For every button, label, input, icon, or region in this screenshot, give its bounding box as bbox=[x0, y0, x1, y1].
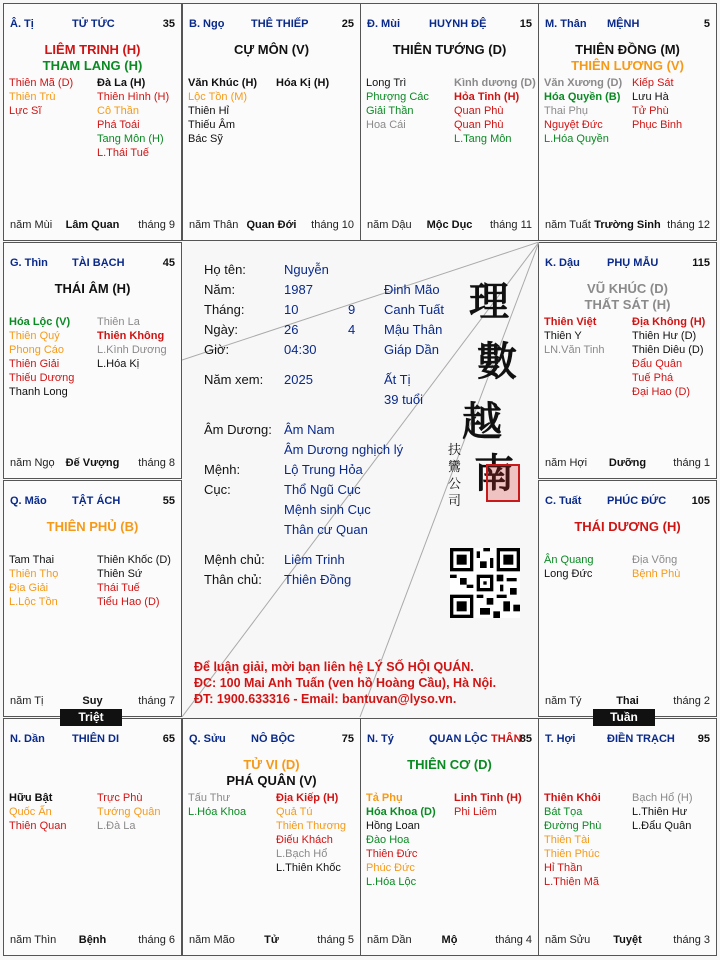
minor-star: Hỏa Tinh (H) bbox=[454, 91, 520, 103]
major-star: THIÊN CƠ (D) bbox=[407, 757, 492, 772]
palace-year: năm Tị bbox=[10, 695, 44, 707]
palace-phase: Tử bbox=[264, 934, 279, 946]
minor-star: Thiên Hình (H) bbox=[97, 91, 170, 103]
minor-star: Thiên Trù bbox=[9, 91, 56, 103]
day-lunar: 4 bbox=[348, 322, 356, 337]
palace-header bbox=[10, 18, 175, 32]
than-marker: THÂN bbox=[491, 733, 522, 745]
minor-star: Bạch Hổ (H) bbox=[632, 792, 693, 804]
palace-number: 85 bbox=[519, 733, 532, 745]
minor-star: L.Hóa Kị bbox=[97, 358, 140, 370]
yin-yang-value: Âm Nam bbox=[284, 422, 335, 437]
minor-stars-right bbox=[97, 791, 161, 833]
palace-name: THÊ THIẾP bbox=[251, 18, 309, 30]
major-star: THÁI ÂM (H) bbox=[54, 281, 131, 296]
minor-star: Giải Thần bbox=[366, 105, 414, 117]
minor-star: Tả Phụ bbox=[366, 792, 403, 804]
calligraphy-char-4: 南 bbox=[474, 450, 514, 497]
minor-star: Lộc Tồn (M) bbox=[188, 91, 248, 103]
contact-phone-email: ĐT: 1900.633316 - Email: bantuvan@lyso.vn. bbox=[194, 692, 457, 706]
minor-stars-left bbox=[366, 76, 429, 132]
palace-year: năm Mão bbox=[189, 934, 235, 946]
minor-star: Thiên Mã (D) bbox=[9, 77, 74, 89]
minor-star: Thiên Không bbox=[97, 330, 165, 342]
palace-year: năm Dần bbox=[367, 934, 412, 946]
minor-stars-left bbox=[544, 791, 601, 889]
palace-name: NÔ BỘC bbox=[251, 733, 295, 745]
name-label: Họ tên: bbox=[204, 262, 246, 277]
minor-star: L.Bạch Hổ bbox=[276, 848, 328, 860]
palace-branch: K. Dậu bbox=[545, 257, 580, 269]
palace-name: PHỤ MẪU bbox=[607, 257, 659, 269]
minor-star: Quan Phù bbox=[454, 105, 504, 117]
day-can-chi: Mậu Thân bbox=[384, 322, 443, 337]
destiny-label: Mệnh: bbox=[204, 462, 241, 477]
minor-star: Nguyệt Đức bbox=[544, 119, 603, 131]
minor-star: LN.Văn Tinh bbox=[544, 344, 605, 356]
minor-star: Linh Tinh (H) bbox=[454, 792, 522, 804]
view-year-can-chi: Ất Tị bbox=[384, 372, 411, 387]
minor-star: Địa Giải bbox=[9, 582, 49, 594]
minor-star: Thiên Khôi bbox=[544, 792, 601, 804]
palace-header bbox=[189, 18, 354, 32]
side-characters bbox=[448, 442, 464, 510]
minor-star: Thiên Khốc (D) bbox=[97, 554, 171, 566]
palace-branch: M. Thân bbox=[545, 18, 587, 30]
minor-stars-right bbox=[632, 76, 682, 132]
minor-star: Thiên La bbox=[97, 316, 140, 328]
palace-phase: Bệnh bbox=[78, 934, 107, 946]
palace-phase: Mộc Dục bbox=[426, 219, 473, 231]
minor-star: Long Đức bbox=[544, 568, 593, 580]
minor-star: Thiếu Âm bbox=[188, 119, 236, 131]
major-star: THIÊN ĐỒNG (M) bbox=[575, 42, 680, 57]
palace-cell-tuat bbox=[538, 480, 717, 717]
palace-year: năm Dậu bbox=[367, 219, 412, 231]
palace-footer bbox=[367, 219, 532, 232]
minor-stars-right bbox=[632, 553, 680, 581]
palace-footer bbox=[189, 934, 354, 947]
yin-yang-note: Âm Dương nghịch lý bbox=[284, 442, 404, 457]
minor-star: Đại Hao (D) bbox=[632, 386, 691, 398]
minor-stars-right bbox=[632, 315, 705, 399]
month-lunar: 9 bbox=[348, 302, 356, 317]
palace-month: tháng 3 bbox=[673, 934, 710, 946]
minor-star: Văn Khúc (H) bbox=[188, 77, 258, 89]
minor-stars-left bbox=[9, 315, 74, 399]
minor-star: L.Đà La bbox=[97, 820, 136, 832]
palace-cell-ngo bbox=[182, 3, 361, 241]
palace-year: năm Tý bbox=[545, 695, 582, 707]
minor-star: Quan Phù bbox=[454, 119, 504, 131]
palace-cell-dau bbox=[538, 242, 717, 479]
triet-badge: Triệt bbox=[60, 709, 122, 726]
palace-cell-dan bbox=[3, 718, 182, 956]
day-label: Ngày: bbox=[204, 322, 238, 337]
minor-stars-right bbox=[97, 315, 167, 371]
palace-name: QUAN LỘC bbox=[429, 733, 488, 745]
major-star: VŨ KHÚC (D) bbox=[587, 281, 668, 296]
minor-star: Tử Phù bbox=[632, 105, 669, 117]
destiny-master-value: Liêm Trinh bbox=[284, 552, 345, 567]
minor-star: Đường Phù bbox=[544, 820, 602, 832]
palace-name: TÀI BẠCH bbox=[72, 257, 125, 269]
minor-star: Trực Phù bbox=[97, 792, 143, 804]
palace-footer bbox=[10, 457, 175, 470]
destiny-master-label: Mệnh chủ: bbox=[204, 552, 265, 567]
palace-branch: T. Hợi bbox=[545, 733, 576, 745]
palace-month: tháng 11 bbox=[489, 219, 532, 231]
minor-star: Phượng Các bbox=[366, 91, 429, 103]
view-year-value: 2025 bbox=[284, 372, 313, 387]
palace-footer bbox=[10, 695, 175, 708]
minor-star: Thiên Quan bbox=[9, 820, 67, 832]
palace-cell-mao bbox=[3, 480, 182, 717]
palace-phase: Tuyệt bbox=[613, 934, 642, 946]
minor-star: L.Hóa Lộc bbox=[366, 876, 417, 888]
minor-star: Bác Sỹ bbox=[188, 133, 223, 145]
palace-phase: Dưỡng bbox=[608, 457, 647, 469]
minor-star: Phi Liêm bbox=[454, 806, 497, 818]
palace-header bbox=[10, 495, 175, 509]
minor-stars-right bbox=[97, 553, 171, 609]
palace-header bbox=[189, 733, 354, 747]
palace-year: năm Tuất bbox=[545, 219, 591, 231]
minor-stars-right bbox=[276, 791, 346, 875]
major-star: CỰ MÔN (V) bbox=[233, 42, 310, 57]
minor-star: Địa Võng bbox=[632, 554, 678, 566]
minor-star: Hóa Khoa (D) bbox=[366, 806, 436, 818]
palace-number: 55 bbox=[162, 495, 175, 507]
minor-star: Quả Tú bbox=[276, 806, 313, 818]
palace-branch: B. Ngọ bbox=[189, 18, 225, 30]
major-star: THIÊN TƯỚNG (D) bbox=[392, 42, 507, 57]
palace-number: 35 bbox=[162, 18, 175, 30]
tuan-badge: Tuần bbox=[593, 709, 655, 726]
palace-year: năm Thìn bbox=[10, 934, 57, 946]
minor-star: Phục Binh bbox=[632, 119, 683, 131]
palace-number: 95 bbox=[697, 733, 710, 745]
minor-star: Thiên Hỉ bbox=[188, 105, 229, 117]
minor-stars-right bbox=[454, 76, 536, 146]
palace-phase: Thai bbox=[616, 695, 639, 707]
minor-star: L.Thái Tuế bbox=[97, 147, 149, 159]
minor-star: Thiên Diêu (D) bbox=[632, 344, 704, 356]
palace-branch: N. Dần bbox=[10, 733, 45, 745]
palace-month: tháng 4 bbox=[495, 934, 532, 946]
palace-header bbox=[367, 733, 532, 747]
palace-branch: Đ. Mùi bbox=[367, 18, 400, 30]
palace-month: tháng 7 bbox=[138, 695, 175, 707]
element-note-1: Mệnh sinh Cục bbox=[284, 502, 371, 517]
month-label: Tháng: bbox=[204, 302, 245, 317]
palace-branch: Q. Sửu bbox=[189, 733, 226, 745]
palace-number: 5 bbox=[703, 18, 710, 30]
center-info-panel bbox=[182, 242, 539, 717]
element-label: Cục: bbox=[204, 482, 231, 497]
minor-star: L.Thiên Hư bbox=[632, 806, 688, 818]
minor-star: L.Lộc Tồn bbox=[9, 596, 58, 608]
palace-footer bbox=[189, 219, 354, 232]
minor-star: Thiên Sứ bbox=[97, 568, 143, 580]
palace-number: 105 bbox=[691, 495, 710, 507]
palace-month: tháng 10 bbox=[311, 219, 354, 231]
palace-header bbox=[545, 257, 710, 271]
major-star: THIÊN PHỦ (B) bbox=[46, 519, 139, 534]
palace-name: MỆNH bbox=[607, 18, 640, 30]
palace-month: tháng 6 bbox=[138, 934, 175, 946]
minor-star: Thai Phụ bbox=[544, 105, 589, 117]
month-can-chi: Canh Tuất bbox=[384, 302, 444, 317]
minor-star: L.Thiên Khốc bbox=[276, 862, 341, 874]
minor-stars-right bbox=[454, 791, 522, 819]
minor-star: Phong Cáo bbox=[9, 344, 65, 356]
minor-star: Kiếp Sát bbox=[632, 77, 674, 89]
palace-branch: N. Tý bbox=[367, 733, 394, 745]
element-note-2: Thân cư Quan bbox=[284, 522, 368, 537]
calligraphy-char-1: 理 bbox=[469, 278, 509, 325]
palace-phase: Trường Sinh bbox=[594, 219, 661, 231]
minor-star: Tướng Quân bbox=[97, 806, 161, 818]
palace-name: TẬT ÁCH bbox=[72, 495, 121, 507]
year-can-chi: Đinh Mão bbox=[384, 282, 440, 297]
year-value: 1987 bbox=[284, 282, 313, 297]
minor-stars-left bbox=[366, 791, 436, 889]
minor-star: Long Trì bbox=[366, 77, 407, 89]
palace-phase: Suy bbox=[82, 695, 103, 707]
minor-star: Đào Hoa bbox=[366, 834, 410, 846]
palace-year: năm Ngọ bbox=[10, 457, 55, 469]
palace-footer bbox=[545, 934, 710, 947]
minor-star: Hóa Kị (H) bbox=[276, 77, 330, 89]
hour-can-chi: Giáp Dần bbox=[384, 342, 439, 357]
minor-star: Hóa Lộc (V) bbox=[9, 316, 71, 328]
minor-stars-left bbox=[9, 791, 66, 833]
palace-month: tháng 9 bbox=[138, 219, 175, 231]
minor-star: L.Đẩu Quân bbox=[632, 820, 692, 832]
palace-number: 65 bbox=[162, 733, 175, 745]
red-seal-stamp bbox=[486, 464, 520, 502]
palace-footer bbox=[545, 219, 710, 232]
view-year-label: Năm xem: bbox=[204, 372, 264, 387]
palace-header bbox=[545, 495, 710, 509]
minor-star: Kình dương (D) bbox=[454, 77, 536, 89]
minor-star: Hỉ Thần bbox=[544, 862, 583, 874]
minor-star: Hóa Quyền (B) bbox=[544, 91, 621, 103]
major-star: THẤT SÁT (H) bbox=[584, 297, 671, 312]
year-label: Năm: bbox=[204, 282, 236, 297]
palace-month: tháng 5 bbox=[317, 934, 354, 946]
palace-footer bbox=[10, 934, 175, 947]
minor-star: Cô Thần bbox=[97, 105, 139, 117]
minor-star: Phúc Đức bbox=[366, 862, 415, 874]
palace-branch: G. Thìn bbox=[10, 257, 48, 269]
minor-star: Văn Xương (D) bbox=[544, 77, 623, 89]
palace-month: tháng 8 bbox=[138, 457, 175, 469]
side-char-2: 鸞 bbox=[448, 460, 462, 475]
minor-star: Thiên Giải bbox=[9, 358, 60, 370]
minor-star: L.Hóa Quyền bbox=[544, 133, 609, 145]
minor-star: Địa Kiếp (H) bbox=[276, 792, 339, 804]
age-value: 39 tuổi bbox=[384, 392, 424, 407]
minor-stars-right bbox=[276, 76, 329, 90]
palace-name: THIÊN DI bbox=[72, 733, 120, 745]
minor-star: L.Tang Môn bbox=[454, 133, 512, 145]
palace-name: PHÚC ĐỨC bbox=[607, 495, 667, 507]
minor-star: Thiếu Dương bbox=[9, 372, 75, 384]
palace-cell-than bbox=[538, 3, 717, 241]
minor-star: Tang Môn (H) bbox=[97, 133, 164, 145]
name-value: Nguyễn bbox=[284, 262, 329, 277]
minor-star: Địa Không (H) bbox=[632, 316, 706, 328]
palace-phase: Lâm Quan bbox=[65, 219, 120, 231]
palace-branch: Q. Mão bbox=[10, 495, 47, 507]
minor-star: L.Hóa Khoa bbox=[188, 806, 247, 818]
minor-stars-left bbox=[544, 553, 594, 581]
minor-stars-left bbox=[9, 553, 58, 609]
calligraphy-char-3: 越 bbox=[462, 398, 502, 445]
major-star: THÁI DƯƠNG (H) bbox=[574, 519, 681, 534]
body-master-value: Thiên Đồng bbox=[284, 572, 352, 587]
minor-star: Thiên Thương bbox=[276, 820, 347, 832]
month-value: 10 bbox=[284, 302, 299, 317]
palace-month: tháng 1 bbox=[673, 457, 710, 469]
minor-stars-right bbox=[97, 76, 169, 160]
calligraphy-char-2: 數 bbox=[477, 338, 517, 385]
side-char-4: 司 bbox=[448, 494, 462, 509]
minor-stars-left bbox=[9, 76, 73, 118]
minor-star: Bệnh Phù bbox=[632, 568, 681, 580]
palace-header bbox=[10, 257, 175, 271]
palace-cell-hoi bbox=[538, 718, 717, 956]
palace-number: 45 bbox=[162, 257, 175, 269]
palace-cell-suu bbox=[182, 718, 361, 956]
palace-phase: Mộ bbox=[441, 934, 458, 946]
minor-star: Lực Sĩ bbox=[9, 105, 42, 117]
side-char-3: 公 bbox=[448, 477, 462, 492]
minor-star: Thanh Long bbox=[9, 386, 68, 398]
minor-stars-right bbox=[632, 791, 693, 833]
contact-address: ĐC: 100 Mai Anh Tuấn (ven hồ Hoàng Cầu), Hà Nội. bbox=[194, 676, 497, 690]
minor-star: L.Thiên Mã bbox=[544, 876, 600, 888]
qr-code[interactable] bbox=[450, 548, 520, 618]
minor-star: L.Kình Dương bbox=[97, 344, 167, 356]
palace-branch: Â. Tị bbox=[10, 18, 34, 30]
palace-cell-ty bbox=[360, 718, 539, 956]
minor-star: Thiên Việt bbox=[544, 316, 597, 328]
major-star: THAM LANG (H) bbox=[42, 58, 143, 73]
minor-stars-left bbox=[188, 791, 246, 819]
side-char-1: 扶 bbox=[448, 443, 462, 458]
palace-header bbox=[10, 733, 175, 747]
minor-star: Hoa Cái bbox=[366, 119, 406, 131]
palace-number: 75 bbox=[341, 733, 354, 745]
palace-header bbox=[545, 18, 710, 32]
palace-year: năm Sửu bbox=[545, 934, 591, 946]
minor-star: Thiên Đức bbox=[366, 848, 418, 860]
palace-year: năm Hợi bbox=[545, 457, 588, 469]
minor-star: Thái Tuế bbox=[97, 582, 140, 594]
minor-star: Tiểu Hao (D) bbox=[97, 596, 160, 608]
palace-month: tháng 12 bbox=[667, 219, 710, 231]
minor-stars-left bbox=[188, 76, 257, 146]
palace-phase: Quan Đới bbox=[246, 219, 297, 231]
minor-star: Tam Thai bbox=[9, 554, 55, 566]
palace-number: 15 bbox=[519, 18, 532, 30]
minor-star: Tấu Thư bbox=[188, 792, 231, 804]
minor-star: Thiên Y bbox=[544, 330, 582, 342]
minor-star: Hữu Bật bbox=[9, 792, 53, 804]
minor-stars-left bbox=[544, 76, 622, 146]
palace-name: HUYNH ĐỆ bbox=[429, 18, 487, 30]
palace-phase: Đế Vượng bbox=[65, 457, 120, 469]
minor-star: Bát Tọa bbox=[544, 806, 583, 818]
palace-name: ĐIỀN TRẠCH bbox=[607, 733, 675, 745]
palace-name: TỬ TỨC bbox=[72, 18, 115, 30]
minor-star: Thiên Thọ bbox=[9, 568, 59, 580]
palace-year: năm Mùi bbox=[10, 219, 53, 231]
destiny-value: Lộ Trung Hỏa bbox=[284, 462, 363, 477]
hour-label: Giờ: bbox=[204, 342, 230, 357]
palace-year: năm Thân bbox=[189, 219, 239, 231]
minor-star: Điếu Khách bbox=[276, 834, 333, 846]
palace-cell-mui bbox=[360, 3, 539, 241]
palace-footer bbox=[367, 934, 532, 947]
palace-footer bbox=[10, 219, 175, 232]
element-value: Thổ Ngũ Cục bbox=[284, 482, 361, 497]
minor-star: Phá Toái bbox=[97, 119, 140, 131]
minor-star: Thiên Tài bbox=[544, 834, 590, 846]
major-star: THIÊN LƯƠNG (V) bbox=[571, 58, 684, 73]
palace-footer bbox=[545, 695, 710, 708]
minor-star: Đà La (H) bbox=[97, 77, 146, 89]
palace-header bbox=[545, 733, 710, 747]
palace-footer bbox=[545, 457, 710, 470]
minor-star: Đẩu Quân bbox=[632, 358, 683, 370]
day-value: 26 bbox=[284, 322, 299, 337]
palace-month: tháng 2 bbox=[673, 695, 710, 707]
minor-star: Lưu Hà bbox=[632, 91, 669, 103]
major-star: PHÁ QUÂN (V) bbox=[226, 773, 317, 788]
palace-number: 115 bbox=[692, 257, 710, 269]
minor-star: Thiên Hư (D) bbox=[632, 330, 697, 342]
palace-branch: C. Tuất bbox=[545, 495, 582, 507]
minor-stars-left bbox=[544, 315, 605, 357]
palace-header bbox=[367, 18, 532, 32]
palace-cell-thin bbox=[3, 242, 182, 479]
hour-value: 04:30 bbox=[284, 342, 317, 357]
minor-star: Thiên Quý bbox=[9, 330, 60, 342]
palace-cell-ti bbox=[3, 3, 182, 241]
contact-line-1: Để luận giải, mời bạn liên hệ LÝ SỐ HỘI QUÁN. bbox=[194, 660, 474, 674]
minor-star: Hồng Loan bbox=[366, 820, 420, 832]
minor-star: Ân Quang bbox=[544, 554, 594, 566]
major-star: LIÊM TRINH (H) bbox=[44, 42, 141, 57]
body-master-label: Thân chủ: bbox=[204, 572, 262, 587]
palace-number: 25 bbox=[341, 18, 354, 30]
minor-star: Quốc Ấn bbox=[9, 806, 52, 818]
major-star: TỬ VI (D) bbox=[243, 757, 300, 772]
yin-yang-label: Âm Dương: bbox=[204, 422, 272, 437]
minor-star: Thiên Phúc bbox=[544, 848, 600, 860]
minor-star: Tuế Phá bbox=[632, 372, 674, 384]
